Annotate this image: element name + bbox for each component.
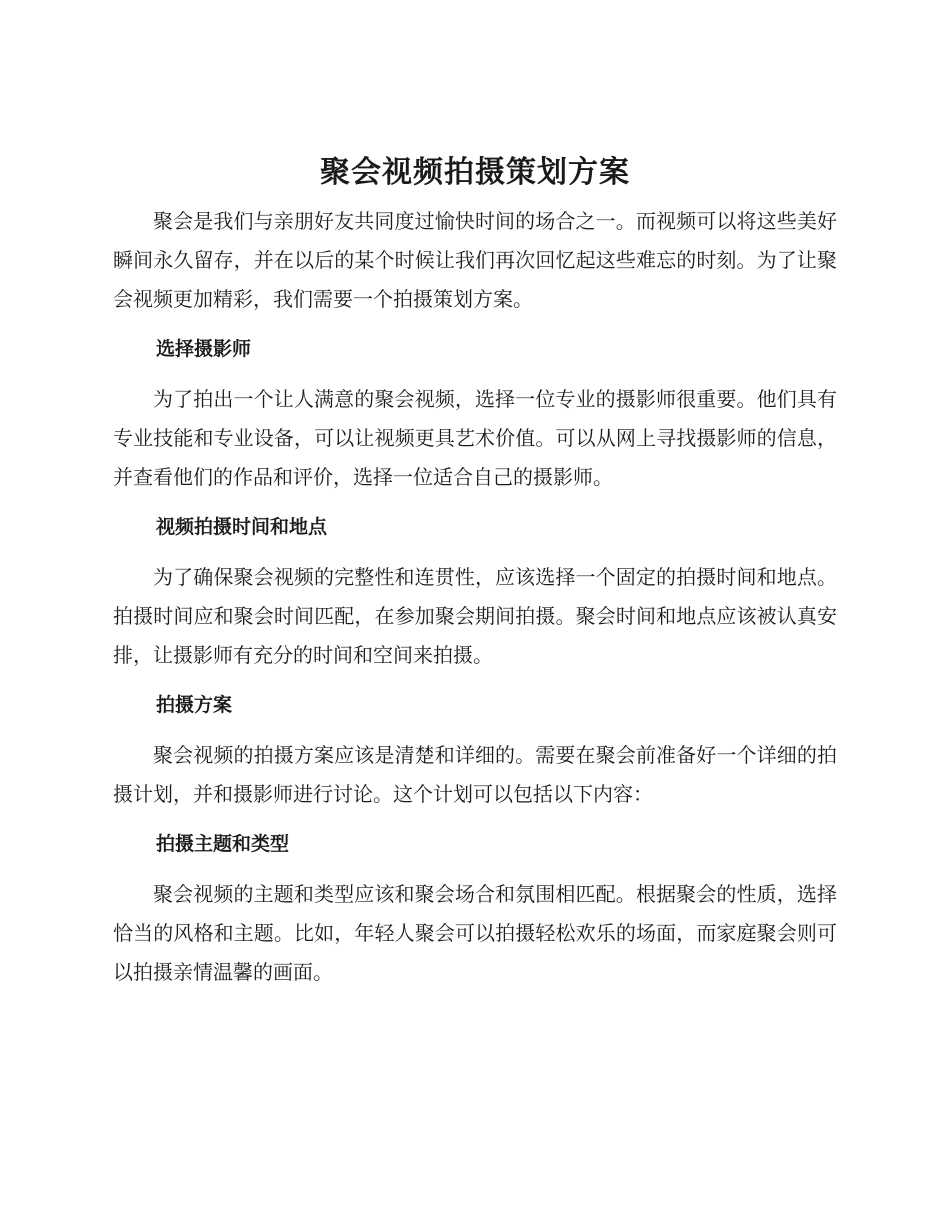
intro-paragraph: 聚会是我们与亲朋好友共同度过愉快时间的场合之一。而视频可以将这些美好瞬间永久留存，并在以后的某个时候让我们再次回忆起这些难忘的时刻。为了让聚会视频更加精彩，我们需要一个拍摄策划方案。 xyxy=(113,209,837,311)
section-heading-shooting-plan: 拍摄方案 xyxy=(156,694,233,716)
section-body-photographer: 为了拍出一个让人满意的聚会视频，选择一位专业的摄影师很重要。他们具有专业技能和专业设备，可以让视频更具艺术价值。可以从网上寻找摄影师的信息，并查看他们的作品和评价，选择一位适合自己的摄影师。 xyxy=(113,387,837,489)
section-heading-time-location: 视频拍摄时间和地点 xyxy=(156,516,328,538)
section-heading-photographer: 选择摄影师 xyxy=(156,338,252,360)
section-heading-theme-type: 拍摄主题和类型 xyxy=(156,833,290,855)
document-content xyxy=(113,148,837,992)
section-body-time-location: 为了确保聚会视频的完整性和连贯性，应该选择一个固定的拍摄时间和地点。拍摄时间应和聚会时间匹配，在参加聚会期间拍摄。聚会时间和地点应该被认真安排，让摄影师有充分的时间和空间来拍摄。 xyxy=(113,565,837,667)
section-body-shooting-plan: 聚会视频的拍摄方案应该是清楚和详细的。需要在聚会前准备好一个详细的拍摄计划，并和摄影师进行讨论。这个计划可以包括以下内容： xyxy=(113,743,837,806)
document-title: 聚会视频拍摄策划方案 xyxy=(320,155,630,190)
section-body-theme-type: 聚会视频的主题和类型应该和聚会场合和氛围相匹配。根据聚会的性质，选择恰当的风格和主题。比如，年轻人聚会可以拍摄轻松欢乐的场面，而家庭聚会则可以拍摄亲情温馨的画面。 xyxy=(113,882,837,984)
